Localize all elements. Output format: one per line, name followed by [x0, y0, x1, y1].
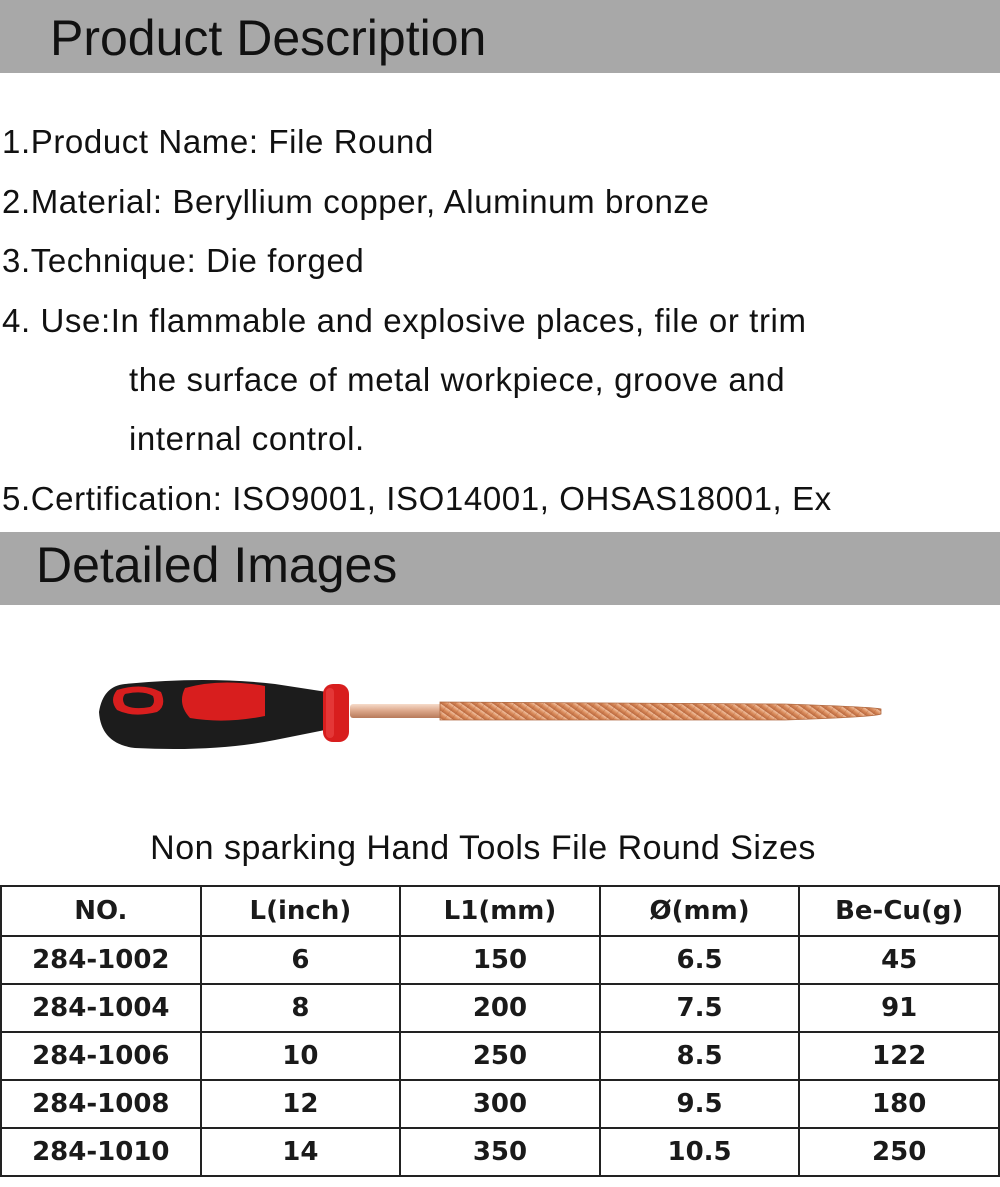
description-line: 5.Certification: ISO9001, ISO14001, OHSAS18001, Ex [2, 480, 832, 517]
table-cell: 284-1002 [1, 936, 201, 984]
table-row [1, 1080, 999, 1128]
table-row [1, 936, 999, 984]
table-cell: 45 [799, 936, 999, 984]
column-header: Be-Cu(g) [799, 886, 999, 936]
table-cell: 284-1006 [1, 1032, 201, 1080]
table-cell: 284-1010 [1, 1128, 201, 1176]
section-title: Detailed Images [36, 537, 398, 593]
file-round-product-image [95, 674, 885, 754]
table-row [1, 1128, 999, 1176]
table-cell: 12 [201, 1080, 401, 1128]
table-cell: 6.5 [600, 936, 800, 984]
description-line: 1.Product Name: File Round [2, 123, 434, 160]
product-description-header [0, 0, 1000, 73]
table-cell: 284-1004 [1, 984, 201, 1032]
table-header-row [1, 886, 999, 936]
table-cell: 200 [400, 984, 600, 1032]
description-line: internal control. [129, 420, 365, 457]
description-line: 4. Use:In flammable and explosive places, file or trim [2, 302, 807, 339]
column-header: L(inch) [201, 886, 401, 936]
table-cell: 6 [201, 936, 401, 984]
column-header: L1(mm) [400, 886, 600, 936]
table-cell: 8.5 [600, 1032, 800, 1080]
table-cell: 10 [201, 1032, 401, 1080]
detailed-images-header [0, 532, 1000, 605]
column-header: Ø(mm) [600, 886, 800, 936]
description-line: 2.Material: Beryllium copper, Aluminum bronze [2, 183, 710, 220]
table-cell: 250 [400, 1032, 600, 1080]
table-row [1, 984, 999, 1032]
description-line: 3.Technique: Die forged [2, 242, 365, 279]
table-cell: 284-1008 [1, 1080, 201, 1128]
table-caption: Non sparking Hand Tools File Round Sizes [150, 829, 816, 867]
section-title: Product Description [50, 10, 487, 66]
table-cell: 350 [400, 1128, 600, 1176]
table-cell: 150 [400, 936, 600, 984]
size-table [0, 885, 1000, 1177]
description-line: the surface of metal workpiece, groove and [129, 361, 786, 398]
table-cell: 300 [400, 1080, 600, 1128]
table-cell: 14 [201, 1128, 401, 1176]
table-cell: 250 [799, 1128, 999, 1176]
table-cell: 10.5 [600, 1128, 800, 1176]
column-header: NO. [1, 886, 201, 936]
table-cell: 8 [201, 984, 401, 1032]
table-row [1, 1032, 999, 1080]
table-cell: 9.5 [600, 1080, 800, 1128]
table-cell: 7.5 [600, 984, 800, 1032]
table-cell: 91 [799, 984, 999, 1032]
table-cell: 122 [799, 1032, 999, 1080]
table-cell: 180 [799, 1080, 999, 1128]
